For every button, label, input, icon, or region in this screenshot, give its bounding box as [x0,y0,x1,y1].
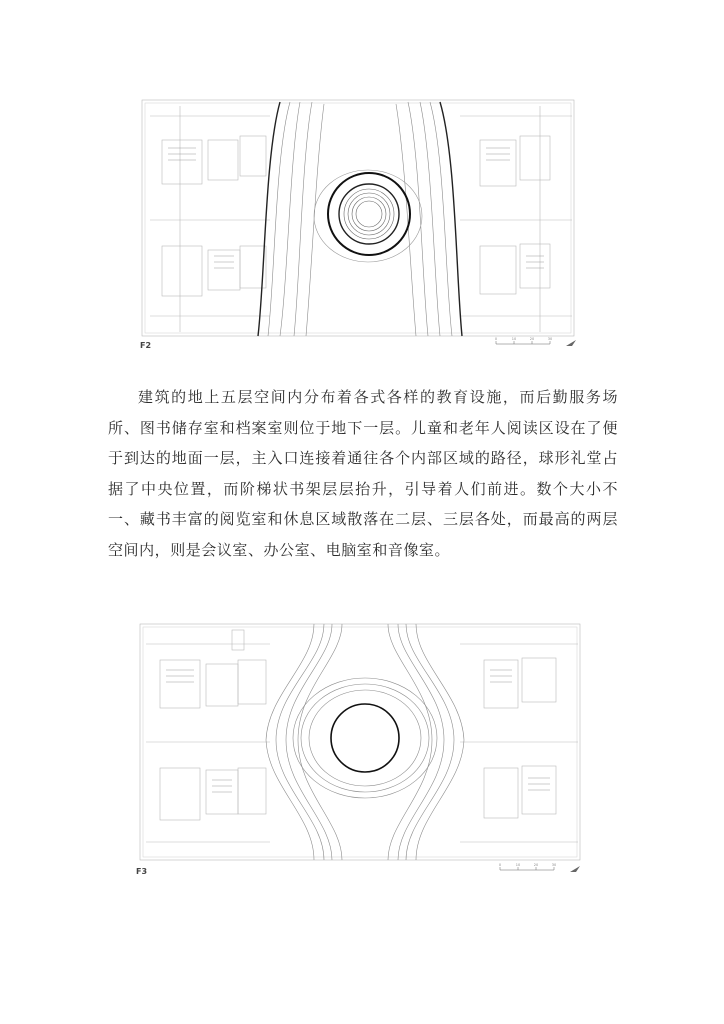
floor-plan-f3 [136,620,588,878]
scale-tick-label: 0 [498,863,502,867]
scale-tick-label: 30 [547,337,553,341]
body-text [108,382,618,565]
scale-tick-label: 10 [515,863,521,867]
floor-plan-f2 [140,96,588,354]
floor-plan-f3-drawing [136,620,588,878]
paragraph-text: 建筑的地上五层空间内分布着各式各样的教育设施，而后勤服务场所、图书储存室和档案室则位于地下一层。儿童和老年人阅读区设在了便于到达的地面一层，主入口连接着通往各个内部区域的路径，球形礼堂占据了中央位置，而阶梯状书架层层抬升，引导着人们前进。数个大小不一、藏书丰富的阅览室和休息区域散落在二层、三层各处，而最高的两层空间内，则是会议室、办公室、电脑室和音像室。 [108,388,618,559]
scale-tick-label: 10 [511,337,517,341]
north-arrow-icon [570,866,580,872]
scale-tick-label: 0 [494,337,498,341]
floor-label-f3: F3 [136,867,148,876]
scale-tick-label: 30 [551,863,557,867]
north-arrow-icon [566,340,576,346]
scale-tick-label: 20 [529,337,535,341]
floor-label-f2: F2 [140,341,152,350]
floor-plan-f2-drawing [140,96,588,354]
scale-tick-label: 20 [533,863,539,867]
